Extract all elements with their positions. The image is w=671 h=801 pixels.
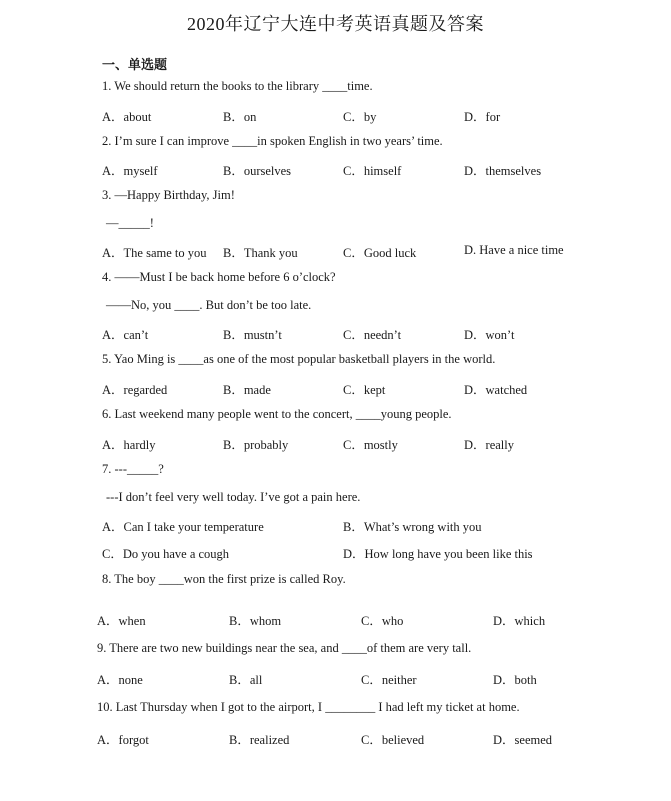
question-4-option-d[interactable]: D．won’t xyxy=(464,328,515,342)
question-2-option-c[interactable]: C．himself xyxy=(343,164,402,178)
question-5-option-b[interactable]: B．made xyxy=(223,383,271,397)
question-8-stem: 8. The boy ____won the first prize is called Roy. xyxy=(102,572,346,586)
question-4-option-a[interactable]: A．can’t xyxy=(102,328,149,342)
question-9-option-d[interactable]: D．both xyxy=(493,673,537,687)
section-heading: 一、单选题 xyxy=(102,58,168,73)
question-1-option-d[interactable]: D．for xyxy=(464,110,501,124)
question-3-option-d[interactable]: D. Have a nice time xyxy=(464,243,564,257)
question-6-option-c[interactable]: C．mostly xyxy=(343,438,398,452)
question-2-option-a[interactable]: A．myself xyxy=(102,164,158,178)
question-9-option-c[interactable]: C．neither xyxy=(361,673,417,687)
question-7-stem-reply: ---I don’t feel very well today. I’ve got a pain here. xyxy=(106,490,361,504)
question-6-stem: 6. Last weekend many people went to the concert, ____young people. xyxy=(102,407,452,421)
question-5-option-d[interactable]: D．watched xyxy=(464,383,528,397)
question-6-option-d[interactable]: D．really xyxy=(464,438,514,452)
question-10-option-b[interactable]: B．realized xyxy=(229,733,290,747)
question-5-option-c[interactable]: C．kept xyxy=(343,383,386,397)
question-4-option-b[interactable]: B．mustn’t xyxy=(223,328,282,342)
question-8-option-d[interactable]: D．which xyxy=(493,614,546,628)
question-3-option-a[interactable]: A．The same to you xyxy=(102,246,207,260)
question-8-option-a[interactable]: A．when xyxy=(97,614,146,628)
question-10-option-c[interactable]: C．believed xyxy=(361,733,425,747)
question-4-option-c[interactable]: C．needn’t xyxy=(343,328,402,342)
question-2-stem: 2. I’m sure I can improve ____in spoken English in two years’ time. xyxy=(102,134,443,148)
question-6-option-b[interactable]: B．probably xyxy=(223,438,289,452)
question-9-option-b[interactable]: B．all xyxy=(229,673,263,687)
question-2-option-d[interactable]: D．themselves xyxy=(464,164,542,178)
question-8-option-c[interactable]: C．who xyxy=(361,614,404,628)
question-9-stem: 9. There are two new buildings near the sea, and ____of them are very tall. xyxy=(97,641,472,655)
question-4-stem-reply: ——No, you ____. But don’t be too late. xyxy=(106,298,312,312)
question-5-option-a[interactable]: A．regarded xyxy=(102,383,168,397)
question-3-stem: 3. —Happy Birthday, Jim! xyxy=(102,188,235,202)
question-3-option-c[interactable]: C．Good luck xyxy=(343,246,417,260)
question-10-option-d[interactable]: D．seemed xyxy=(493,733,553,747)
question-7-option-a[interactable]: A．Can I take your temperature xyxy=(102,520,264,534)
question-9-option-a[interactable]: A．none xyxy=(97,673,143,687)
question-5-stem: 5. Yao Ming is ____as one of the most popular basketball players in the world. xyxy=(102,352,496,366)
question-1-stem: 1. We should return the books to the library ____time. xyxy=(102,79,373,93)
question-8-option-b[interactable]: B．whom xyxy=(229,614,282,628)
question-7-option-b[interactable]: B．What’s wrong with you xyxy=(343,520,482,534)
question-2-option-b[interactable]: B．ourselves xyxy=(223,164,292,178)
question-6-option-a[interactable]: A．hardly xyxy=(102,438,156,452)
question-7-option-d[interactable]: D．How long have you been like this xyxy=(343,547,533,561)
question-7-stem: 7. ---_____? xyxy=(102,462,164,476)
question-10-option-a[interactable]: A．forgot xyxy=(97,733,149,747)
question-1-option-b[interactable]: B．on xyxy=(223,110,257,124)
question-10-stem: 10. Last Thursday when I got to the airport, I ________ I had left my ticket at home. xyxy=(97,700,520,714)
page-title: 2020年辽宁大连中考英语真题及答案 xyxy=(187,14,484,34)
question-7-option-c[interactable]: C．Do you have a cough xyxy=(102,547,230,561)
question-4-stem: 4. ——Must I be back home before 6 o’clock? xyxy=(102,270,336,284)
question-3-option-b[interactable]: B．Thank you xyxy=(223,246,298,260)
question-1-option-a[interactable]: A．about xyxy=(102,110,152,124)
question-3-stem-reply: —_____! xyxy=(106,216,154,230)
question-1-option-c[interactable]: C．by xyxy=(343,110,377,124)
